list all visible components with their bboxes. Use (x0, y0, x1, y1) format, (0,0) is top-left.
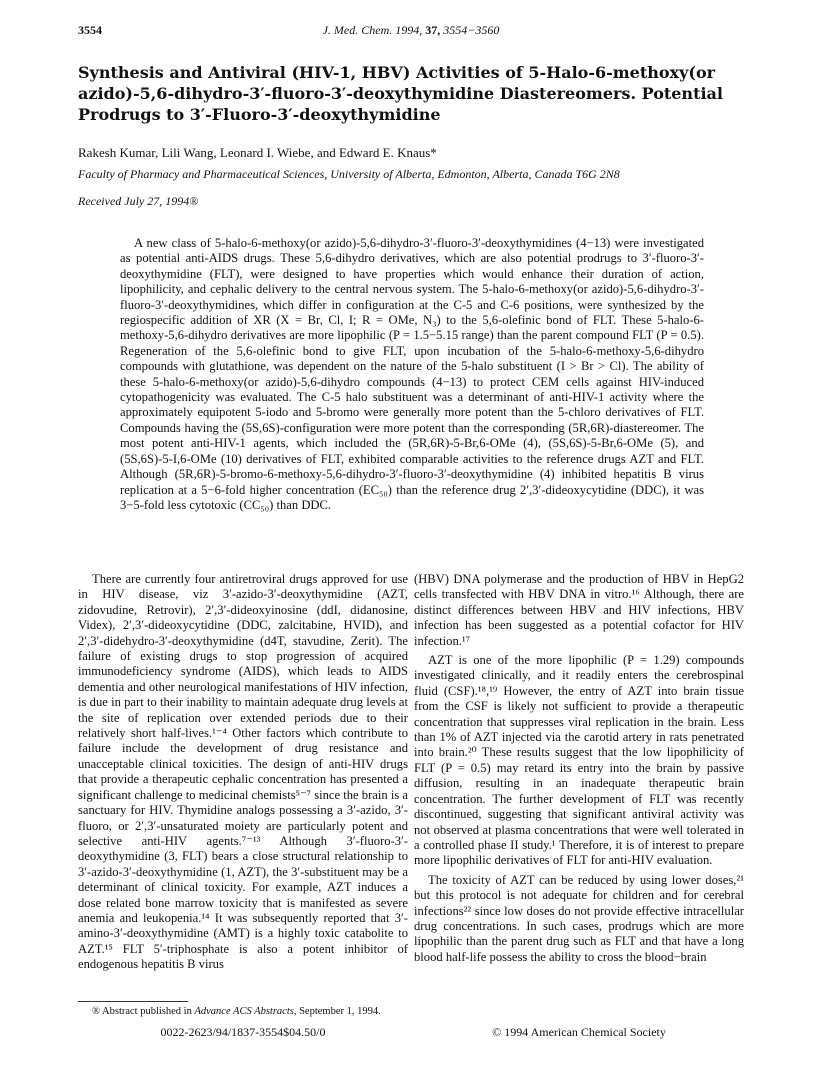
journal-name: J. Med. Chem. (322, 23, 393, 37)
body-column-right (414, 572, 744, 969)
copyright-notice: © 1994 American Chemical Society (492, 1025, 666, 1039)
page-footer (78, 1024, 744, 1040)
journal-citation (78, 22, 744, 38)
footnote-lead: ® Abstract published in (92, 1006, 192, 1017)
body-paragraph: The toxicity of AZT can be reduced by using lower doses,²¹ but this protocol is not adequate for children and for cerebral infections²² since low doses do not provide effective intracellular drug concentrations. In such cases, prodrugs which are more lipophilic than the parent drug such as FLT and that have a long blood half-life possess the ability to cross the blood−brain (414, 872, 744, 964)
body-paragraph: There are currently four antiretroviral drugs approved for use in HIV disease, viz 3′-azido-3′-deoxythymidine (AZT, zidovudine, Retrovir), 2′,3′-dideoxyinosine (ddI, didanosine, Videx), 2′,3′-dideoxycytidine (DDC, zalcitabine, HVID), and 2′,3′-didehydro-3′-deoxythymidine (d4T, stavudine, Zerit). The failure of existing drugs to stop progression of acquired immunodeficiency syndrome (AIDS), which leads to AIDS dementia and other neurological manifestations of HIV infection, is due in part to their inability to maintain adequate drug levels at the site of replication over extended periods due to their relatively short half-lives.¹⁻⁴ Other factors which contribute to failure include the development of drug resistance and unacceptable clinical toxicities. The design of anti-HIV drugs that provide a therapeutic cephalic concentration has presented a significant challenge to medicinal chemists⁵⁻⁷ since the brain is a sanctuary for HIV. Thymidine analogs possessing a 3′-azido, 3′-fluoro, or 2′,3′-unsaturated moiety are particularly potent and selective anti-HIV agents.⁷⁻¹³ Although 3′-fluoro-3′-deoxythymidine (3, FLT) bears a close structural relationship to 3′-azido-3′-deoxythymidine (1, AZT), the 3′-substituent may be a determinant of clinical toxicity. For example, AZT induces a dose related bone marrow toxicity that is manifested as severe anemia and leukopenia.¹⁴ It was subsequently reported that 3′-amino-3′-deoxythymidine (AMT) is a highly toxic catabolite to AZT.¹⁵ FLT 5′-triphosphate is also a potent inhibitor of endogenous hepatitis B virus (78, 572, 408, 972)
footnote-divider (78, 1001, 188, 1002)
running-head (78, 22, 744, 38)
journal-year: 1994, (395, 23, 423, 37)
footnote-date: September 1, 1994. (299, 1006, 381, 1017)
article-code: 0022-2623/94/1837-3554$04.50/0 (160, 1025, 326, 1039)
footnote-source: Advance ACS Abstracts, (194, 1006, 297, 1017)
article-authors: Rakesh Kumar, Lili Wang, Leonard I. Wiebe, and Edward E. Knaus* (78, 145, 437, 160)
page-number: 3554 (78, 23, 102, 37)
article-affiliation: Faculty of Pharmacy and Pharmaceutical Sciences, University of Alberta, Edmonton, Alberta, Canada T6G 2N8 (78, 167, 620, 181)
journal-volume: 37, (425, 23, 441, 37)
article-received-date: Received July 27, 1994® (78, 194, 199, 208)
abstract: A new class of 5-halo-6-methoxy(or azido)-5,6-dihydro-3′-fluoro-3′-deoxythymidines (4−13) were investigated as potential anti-AIDS drugs. These 5,6-dihydro derivatives, which are also potential prodrugs to 3′-fluoro-3′-deoxythymidine (FLT), were designed to have properties which would enhance their duration of action, lipophilicity, and cephalic delivery to the central nervous system. The 5-halo-6-methoxy(or azido)-5,6-dihydro-3′-fluoro-3′-deoxythymidines, which differ in configuration at the C-5 and C-6 positions, were synthesized by the regiospecific addition of XR (X = Br, Cl, I; R = OMe, N₃) to the 5,6-olefinic bond of FLT. These 5-halo-6-methoxy-5,6-dihydro derivatives are more lipophilic (P = 1.5−5.15 range) than the parent compound FLT (P = 0.5). Regeneration of the 5,6-olefinic bond to give FLT, upon incubation of the 5-halo-6-methoxy-5,6-dihydro compounds with glutathione, was dependent on the nature of the 5-halo substituent (I > Br > Cl). The ability of these 5-halo-6-methoxy(or azido)-5,6-dihydro compounds (4−13) to protect CEM cells against HIV-induced cytopathogenicity was evaluated. The C-5 halo substituent was a determinant of anti-HIV-1 activity where the approximately equipotent 5-iodo and 5-bromo were generally more potent than the 5-chloro derivatives of FLT. Compounds having the (5S,6S)-configuration were more potent than the corresponding (5R,6R)-diastereomer. The most potent anti-HIV-1 agents, which included the (5R,6R)-5-Br,6-OMe (4), (5S,6S)-5-Br,6-OMe (5), and (5S,6S)-5-I,6-OMe (10) derivatives of FLT, exhibited comparable activities to the reference drugs AZT and FLT. Although (5R,6R)-5-bromo-6-methoxy-5,6-dihydro-3′-fluoro-3′-deoxythymidine (4) inhibited hepatitis B virus replication at a 5−6-fold higher concentration (EC₅₀) than the reference drug 2′,3′-dideoxycytidine (DDC), it was 3−5-fold less cytotoxic (CC₅₀) than DDC. (120, 236, 704, 512)
article-title: Synthesis and Antiviral (HIV-1, HBV) Activities of 5-Halo-6-methoxy(or azido)-5,6-dihydro-3′-fluoro-3′-deoxythymidine Diastereomers. Potential Prodrugs to 3′-Fluoro-3′-deoxythymidine (78, 63, 723, 124)
journal-pages: 3554−3560 (443, 23, 500, 37)
body-paragraph: (HBV) DNA polymerase and the production of HBV in HepG2 cells transfected with HBV DNA in vitro.¹⁶ Although, there are distinct differences between HBV and HIV infections, HBV infection has been suggested as a potential cofactor for HIV infection.¹⁷ (414, 572, 744, 648)
footnote (78, 1005, 408, 1018)
body-column-left (78, 572, 408, 977)
body-paragraph: AZT is one of the more lipophilic (P = 1.29) compounds investigated clinically, and it readily enters the cerebrospinal fluid (CSF).¹⁸,¹⁹ However, the entry of AZT into brain tissue from the CSF is likely not sufficient to provide a therapeutic concentration that suppresses viral replication in the brain. Less than 1% of AZT injected via the carotid artery in rats penetrated into brain.²⁰ These results suggest that the low lipophilicity of FLT (P = 0.5) may retard its entry into the brain by passive diffusion, resulting in an inadequate therapeutic brain concentration. The further development of FLT was recently discontinued, suggesting that significant antiviral activity was not observed at plasma concentrations that were well tolerated in a controlled phase II study.¹ Therefore, it is of interest to prepare more lipophilic derivatives of FLT for anti-HIV evaluation. (414, 653, 744, 868)
